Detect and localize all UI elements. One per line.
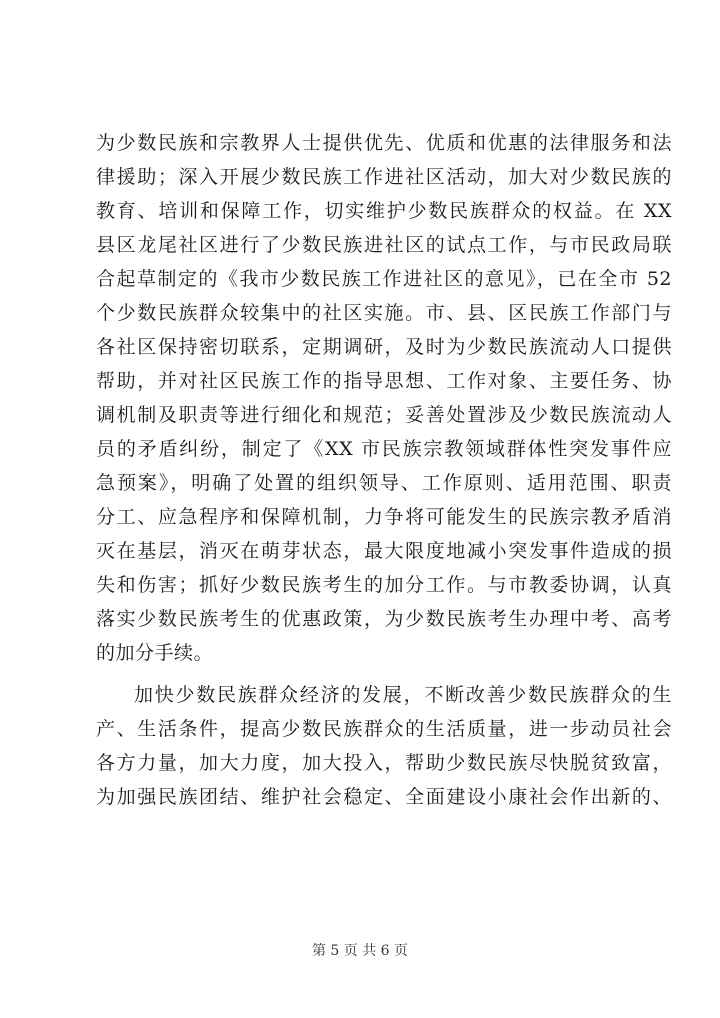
text-line: 产、生活条件，提高少数民族群众的生活质量，进一步动员社会 — [96, 718, 672, 740]
body-text — [96, 126, 672, 814]
text-line: 律援助；深入开展少数民族工作进社区活动，加大对少数民族的 — [96, 166, 672, 188]
text-line: 落实少数民族考生的优惠政策，为少数民族考生办理中考、高考 — [96, 608, 672, 630]
text-line: 县区龙尾社区进行了少数民族进社区的试点工作，与市民政局联 — [96, 234, 672, 256]
page-number: 第 5 页 共 6 页 — [311, 943, 409, 959]
paragraph-2 — [96, 678, 672, 814]
text-line: 调机制及职责等进行细化和规范；妥善处置涉及少数民族流动人 — [96, 404, 672, 426]
paragraph-1 — [96, 126, 672, 670]
text-line: 分工、应急程序和保障机制，力争将可能发生的民族宗教矛盾消 — [96, 506, 672, 528]
text-line: 为少数民族和宗教界人士提供优先、优质和优惠的法律服务和法 — [96, 132, 672, 154]
page-footer — [0, 940, 720, 960]
text-line: 合起草制定的《我市少数民族工作进社区的意见》，已在全市 52 — [96, 268, 672, 290]
text-line: 灭在基层，消灭在萌芽状态，最大限度地减小突发事件造成的损 — [96, 540, 672, 562]
paragraph-gap — [96, 670, 672, 678]
text-line: 急预案》，明确了处置的组织领导、工作原则、适用范围、职责 — [96, 472, 672, 494]
text-line: 教育、培训和保障工作，切实维护少数民族群众的权益。在 XX — [96, 200, 672, 222]
text-line: 各方力量，加大力度，加大投入，帮助少数民族尽快脱贫致富， — [96, 752, 672, 774]
text-line: 为加强民族团结、维护社会稳定、全面建设小康社会作出新的、 — [96, 786, 672, 808]
text-line: 的加分手续。 — [96, 642, 214, 664]
text-line: 加快少数民族群众经济的发展，不断改善少数民族群众的生 — [134, 684, 672, 706]
text-line: 帮助，并对社区民族工作的指导思想、工作对象、主要任务、协 — [96, 370, 672, 392]
text-line: 失和伤害；抓好少数民族考生的加分工作。与市教委协调，认真 — [96, 574, 672, 596]
text-line: 员的矛盾纠纷，制定了《XX 市民族宗教领域群体性突发事件应 — [96, 438, 672, 460]
text-line: 个少数民族群众较集中的社区实施。市、县、区民族工作部门与 — [96, 302, 672, 324]
text-line: 各社区保持密切联系，定期调研，及时为少数民族流动人口提供 — [96, 336, 672, 358]
